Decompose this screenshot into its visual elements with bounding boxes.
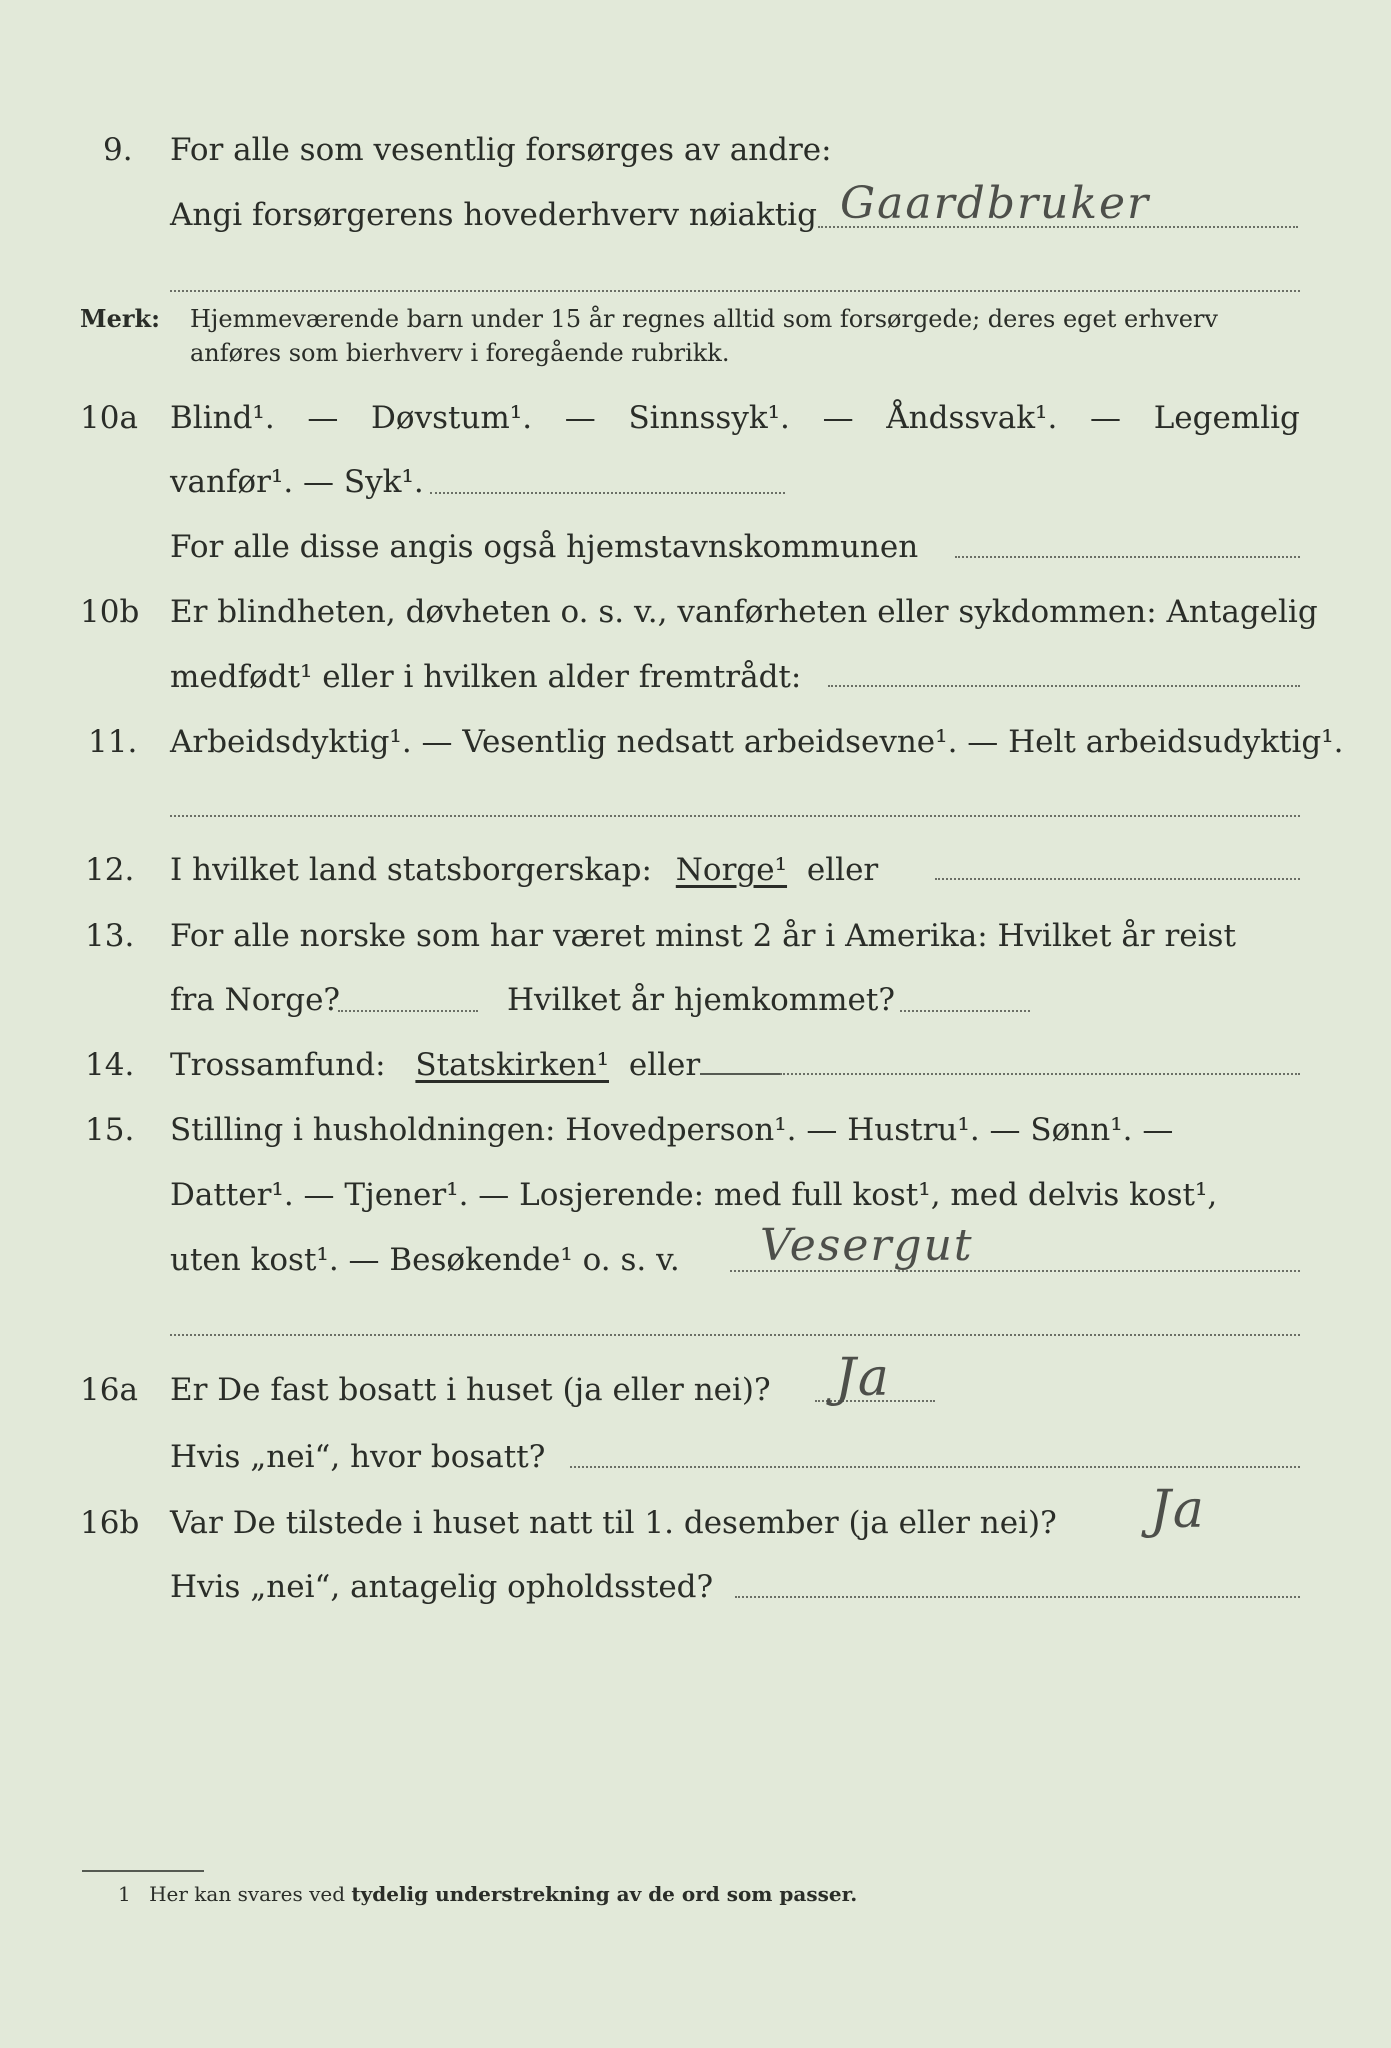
q16a-number: 16a [80, 1372, 138, 1408]
q15-line-3: uten kost¹. — Besøkende¹ o. s. v. [170, 1242, 680, 1278]
q10a-opt-3: Sinnssyk¹. [628, 400, 790, 436]
footnote-text-plain: Her kan svares ved [149, 1882, 346, 1906]
q10a-opt-4: Åndssvak¹. [886, 400, 1058, 436]
q9-question: For alle som vesentlig forsørges av andre: [170, 132, 832, 168]
merk-text-2: anføres som bierhverv i foregående rubrikk. [190, 339, 730, 367]
q16b-where-line [735, 1596, 1300, 1598]
q13-line-2b: Hvilket år hjemkommet? [507, 982, 895, 1018]
q10b-line-1: Er blindheten, døvheten o. s. v., vanførheten eller sykdommen: Antagelig [170, 594, 1318, 630]
footnote [118, 1882, 857, 1906]
q14-prefix: Trossamfund: [170, 1047, 386, 1083]
q10a-opt-2: Døvstum¹. [371, 400, 533, 436]
footnote-mark: 1 [118, 1882, 131, 1906]
q15-extra-line [170, 1334, 1300, 1336]
q12-underlined: Norge¹ [675, 852, 788, 888]
q16b-number: 16b [80, 1505, 140, 1541]
q12-number: 12. [85, 852, 135, 888]
q14-suffix: eller [628, 1047, 701, 1083]
q13-number: 13. [85, 918, 135, 954]
q11-answer-line [170, 815, 1300, 817]
q13-right-line [900, 1010, 1030, 1012]
merk-label: Merk: [80, 304, 160, 333]
q10a-line-3: For alle disse angis også hjemstavnskommunen [170, 529, 919, 565]
q10a-dash-3: — [822, 400, 854, 436]
q12-suffix: eller [806, 852, 879, 888]
q14-solid-line [700, 1073, 780, 1075]
q14-number: 14. [85, 1047, 135, 1083]
q16a-line-2: Hvis „nei“, hvor bosatt? [170, 1439, 546, 1475]
q10a-home-line [955, 556, 1300, 558]
q12-answer-line [935, 878, 1300, 880]
q13-line-2a: fra Norge? [170, 982, 341, 1018]
q12-text [170, 850, 878, 890]
q13-left-line [338, 1010, 478, 1012]
q10a-dash-2: — [564, 400, 596, 436]
q9-extra-line [170, 290, 1300, 292]
q13-line-1: For alle norske som har været minst 2 år i Amerika: Hvilket år reist [170, 918, 1236, 954]
q15-handwritten-answer: Vesergut [760, 1220, 974, 1271]
q10a-number: 10a [80, 400, 138, 436]
q10b-number: 10b [80, 594, 140, 630]
q9-number: 9. [103, 132, 133, 168]
q10a-line-2: vanfør¹. — Syk¹. [170, 464, 424, 500]
q12-prefix: I hvilket land statsborgerskap: [170, 852, 652, 888]
q16a-where-line [570, 1466, 1300, 1468]
q10a-dash-4: — [1090, 400, 1122, 436]
q10b-answer-line [828, 685, 1300, 687]
q10b-line-2: medfødt¹ eller i hvilken alder fremtrådt: [170, 659, 802, 695]
q14-text [170, 1045, 700, 1085]
q15-line-2: Datter¹. — Tjener¹. — Losjerende: med full kost¹, med delvis kost¹, [170, 1177, 1218, 1213]
q16b-handwritten-answer: Ja [1150, 1480, 1206, 1540]
q16b-line-2: Hvis „nei“, antagelig opholdssted? [170, 1569, 714, 1605]
q15-line-1: Stilling i husholdningen: Hovedperson¹. — Hustru¹. — Sønn¹. — [170, 1112, 1174, 1148]
q11-number: 11. [88, 724, 138, 760]
q16a-handwritten-answer: Ja [835, 1348, 891, 1408]
merk-text-1: Hjemmeværende barn under 15 år regnes alltid som forsørgede; deres eget erhverv [190, 305, 1218, 333]
q10a-options [170, 398, 1300, 438]
q14-underlined: Statskirken¹ [415, 1047, 609, 1083]
q10a-dash-1: — [307, 400, 339, 436]
q10a-syk-line [430, 492, 785, 494]
q9-label: Angi forsørgerens hovederhverv nøiaktig [170, 197, 817, 233]
footnote-text-bold: tydelig understrekning av de ord som passer. [351, 1882, 858, 1906]
q15-number: 15. [85, 1112, 135, 1148]
q11-line-1: Arbeidsdyktig¹. — Vesentlig nedsatt arbeidsevne¹. — Helt arbeidsudyktig¹. [170, 724, 1344, 760]
q16a-line-1: Er De fast bosatt i huset (ja eller nei)? [170, 1372, 771, 1408]
q10a-opt-1: Blind¹. [170, 400, 275, 436]
q9-handwritten-answer: Gaardbruker [840, 178, 1151, 229]
footnote-rule [82, 1870, 204, 1872]
q16b-line-1: Var De tilstede i huset natt til 1. desember (ja eller nei)? [170, 1505, 1057, 1541]
q14-answer-line [780, 1073, 1300, 1075]
q10a-opt-5: Legemlig [1153, 400, 1300, 436]
